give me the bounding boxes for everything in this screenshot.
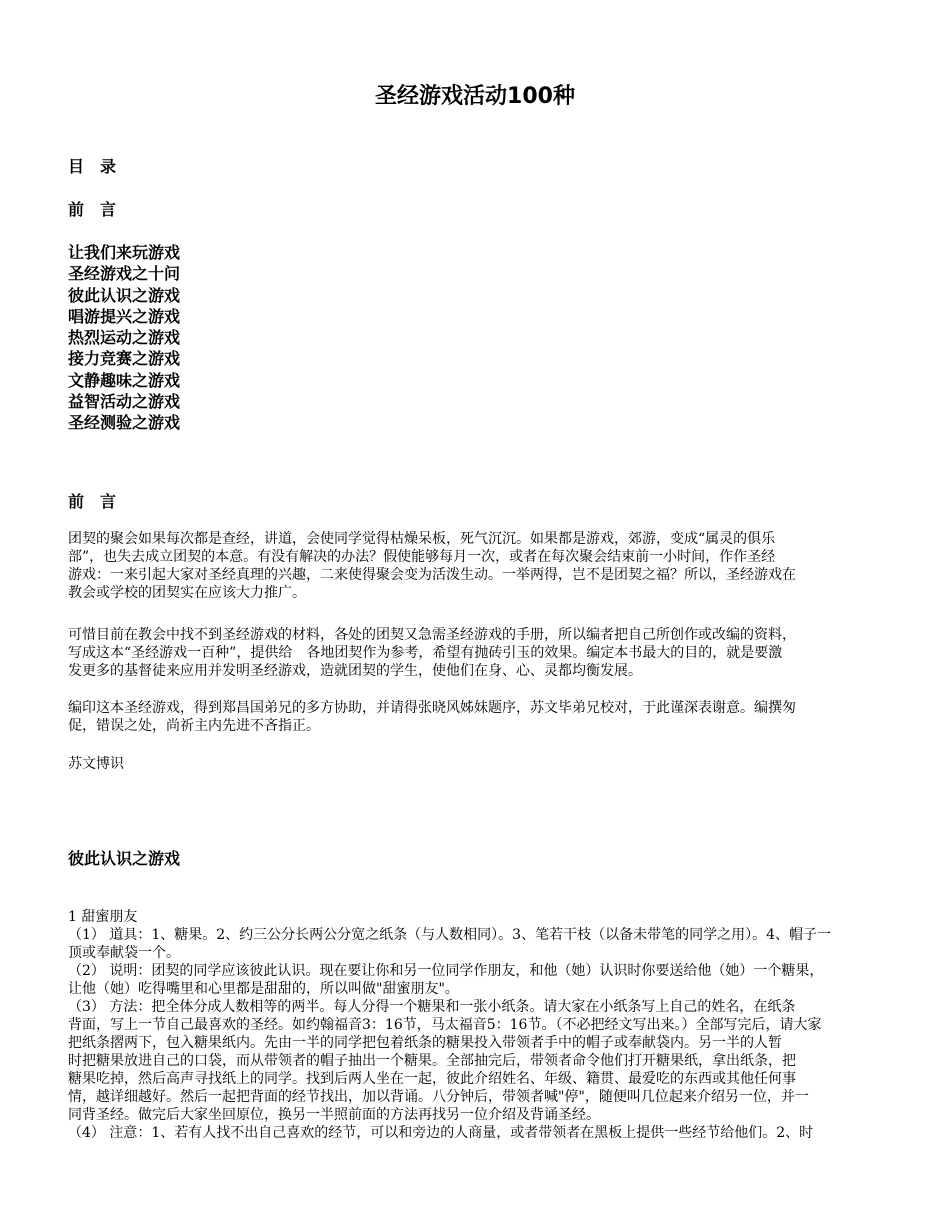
text-line: 编印这本圣经游戏，得到郑昌国弟兄的多方协助，并请得张晓风姊妹题序，苏文毕弟兄校对，于此谨深表谢意。编撰匆	[68, 700, 796, 716]
text-line: 教会或学校的团契实在应该大力推广。	[68, 585, 306, 601]
text-line: 写成这本“圣经游戏一百种”，提供给 各地团契作为参考，希望有抛砖引玉的效果。编定本书最大的目的，就是要激	[68, 645, 783, 661]
section-heading: 彼此认识之游戏	[68, 849, 181, 868]
preface-paragraph	[68, 530, 888, 602]
text-line: （3） 方法：把全体分成人数相等的两半。每人分得一个糖果和一张小纸条。请大家在小纸条写上自己的姓名，在纸条	[68, 999, 796, 1015]
toc-item: 接力竞赛之游戏	[68, 349, 181, 369]
toc-heading: 目 录	[68, 157, 117, 176]
toc-item: 圣经游戏之十问	[68, 264, 181, 284]
text-line: 让他（她）吃得嘴里和心里都是甜甜的，所以叫做"甜蜜朋友"。	[68, 981, 459, 997]
text-line: （1） 道具：1、糖果。2、约三公分长两公分宽之纸条（与人数相同）。3、笔若干枝（以备未带笔的同学之用）。4、帽子一	[68, 927, 831, 943]
text-line: 顶或奉献袋一个。	[68, 945, 180, 961]
document-title: 圣经游戏活动100种	[375, 84, 575, 109]
preface-paragraph	[68, 699, 888, 735]
text-line: 发更多的基督徒来应用并发明圣经游戏，造就团契的学生，使他们在身、心、灵都均衡发展。	[68, 663, 642, 679]
text-line: 同背圣经。做完后大家坐回原位，换另一半照前面的方法再找另一位介绍及背诵圣经。	[68, 1107, 600, 1123]
preface-link-heading: 前 言	[68, 200, 117, 219]
toc-item: 益智活动之游戏	[68, 392, 181, 412]
preface-heading: 前 言	[68, 492, 117, 511]
text-line: 游戏：一来引起大家对圣经真理的兴趣，二来使得聚会变为活泼生动。一举两得，岂不是团契之福？所以，圣经游戏在	[68, 567, 796, 583]
text-line: 部”，也失去成立团契的本意。有没有解决的办法？假使能够每月一次，或者在每次聚会结束前一小时间，作作圣经	[68, 549, 776, 565]
table-of-contents	[68, 242, 180, 434]
preface-paragraph	[68, 626, 888, 680]
text-line: 团契的聚会如果每次都是查经，讲道，会使同学觉得枯燥呆板，死气沉沉。如果都是游戏，郊游，变成“属灵的俱乐	[68, 531, 776, 547]
toc-item: 彼此认识之游戏	[68, 285, 181, 305]
text-line: 情，越详细越好。然后一起把背面的经节找出，加以背诵。八分钟后，带领者喊"停"，随便叫几位起来介绍另一位，并一	[68, 1089, 809, 1105]
toc-item: 让我们来玩游戏	[68, 243, 181, 262]
text-line: 时把糖果放进自己的口袋，而从带领者的帽子抽出一个糖果。全部抽完后，带领者命令他们打开糖果纸，拿出纸条，把	[68, 1053, 796, 1069]
text-line: 促，错误之处，尚祈主内先进不吝指正。	[68, 718, 320, 734]
text-line: 糖果吃掉，然后高声寻找纸上的同学。找到后两人坐在一起，彼此介绍姓名、年级、籍贯、最爱吃的东西或其他任何事	[68, 1071, 796, 1087]
toc-item: 唱游提兴之游戏	[68, 306, 181, 326]
text-line: 可惜目前在教会中找不到圣经游戏的材料，各处的团契又急需圣经游戏的手册，所以编者把自己所创作或改编的资料，	[68, 627, 796, 643]
text-line: （4） 注意：1、若有人找不出自己喜欢的经节，可以和旁边的人商量，或者带领者在黑板上提供一些经节给他们。2、时	[68, 1125, 814, 1141]
game-description	[68, 908, 888, 1142]
preface-signature: 苏文博识	[68, 756, 124, 772]
text-line: 背面，写上一节自己最喜欢的圣经。如约翰福音3：16节，马太福音5：16节。（不必把经文写出来。）全部写完后，请大家	[68, 1017, 822, 1033]
toc-item: 热烈运动之游戏	[68, 328, 181, 348]
toc-item: 圣经测验之游戏	[68, 413, 181, 433]
text-line: （2） 说明：团契的同学应该彼此认识。现在要让你和另一位同学作朋友，和他（她）认识时你要送给他（她）一个糖果，	[68, 963, 824, 979]
text-line: 把纸条摺两下，包入糖果纸内。先由一半的同学把包着纸条的糖果投入带领者手中的帽子或奉献袋内。另一半的人暂	[68, 1035, 782, 1051]
toc-item: 文静趣味之游戏	[68, 370, 181, 390]
game-title: 1 甜蜜朋友	[68, 909, 138, 925]
